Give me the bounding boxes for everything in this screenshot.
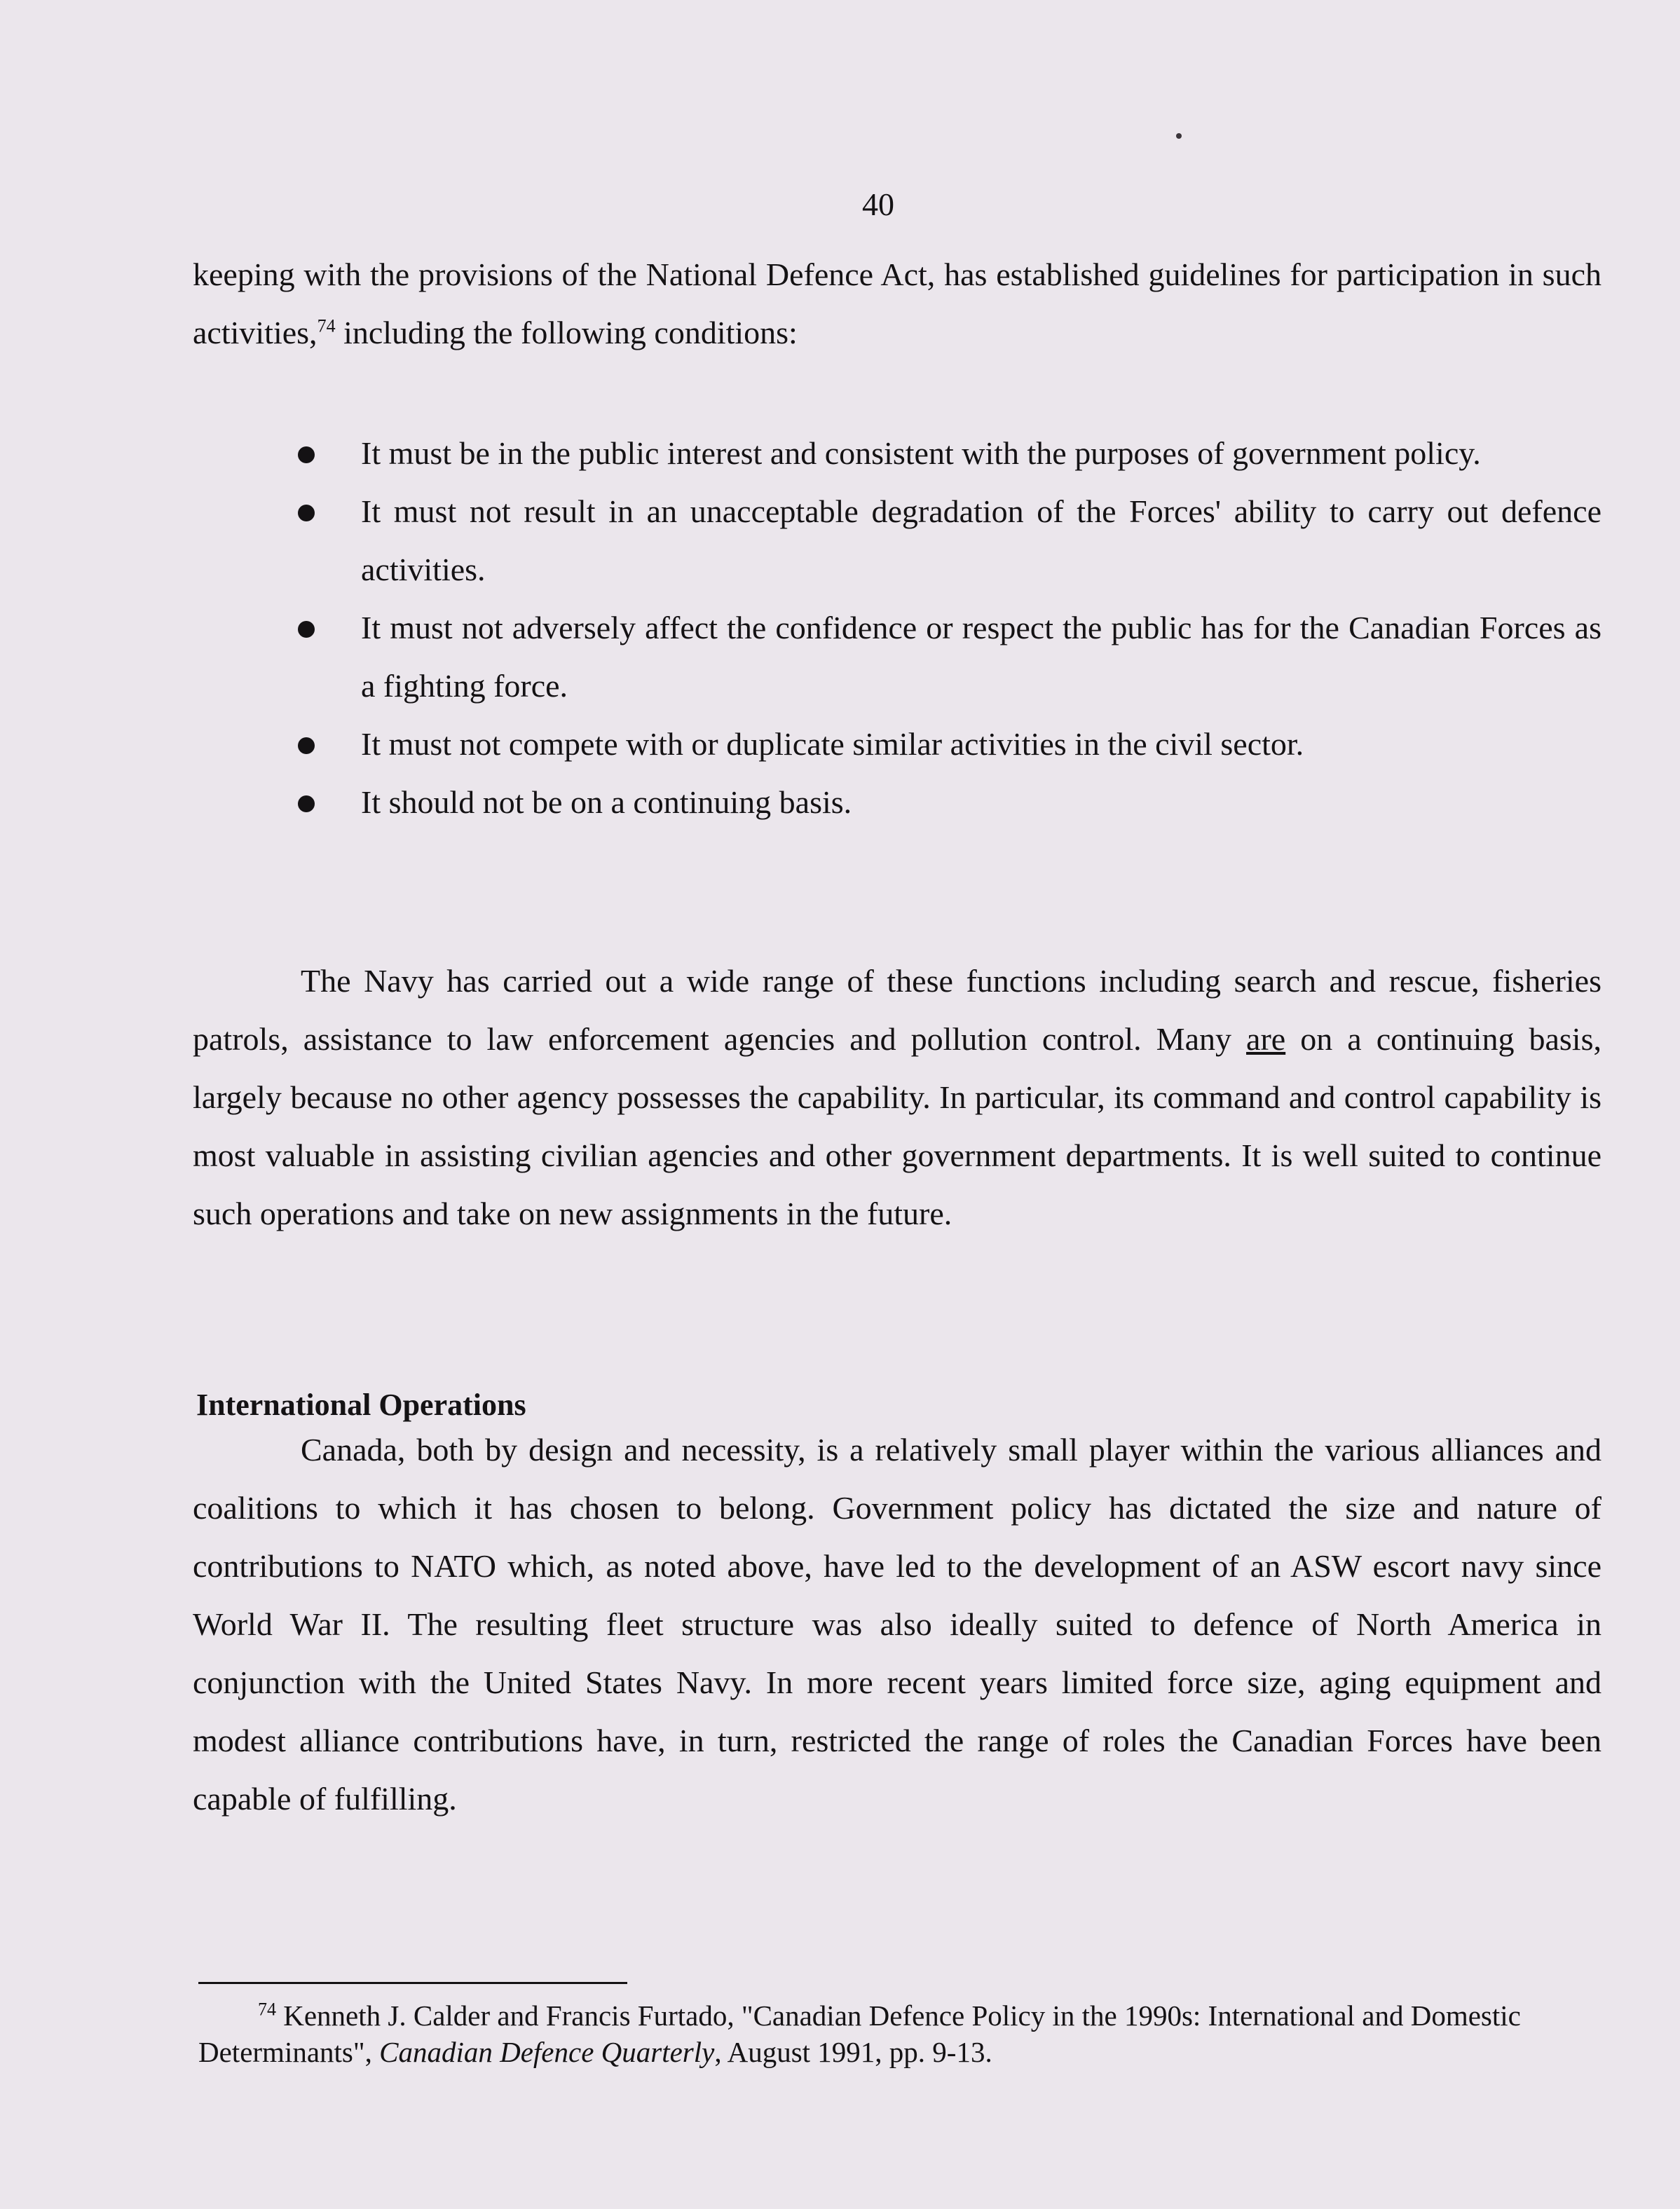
bullet-icon [298, 446, 315, 463]
bullet-icon [298, 621, 315, 638]
page-number: 40 [862, 186, 894, 222]
footnote-reference: 74 [317, 315, 336, 336]
bullet-icon [298, 737, 315, 754]
bullet-icon [298, 505, 315, 521]
footnote-journal-title: Canadian Defence Quarterly [379, 2036, 715, 2068]
condition-text: It must not adversely affect the confidence or respect the public has for the Canadian Forces as a fighting force. [361, 610, 1602, 704]
navy-text-end: on a continuing basis, largely because no other agency possesses the capability. In particular, its command and control capability is most valuable in assisting civilian agencies and other government departments. It is well suited to continue such operations and take on new assignments in the future. [193, 1021, 1602, 1231]
condition-item [193, 482, 1602, 599]
condition-item [193, 773, 1602, 831]
navy-paragraph [193, 952, 1602, 1243]
footnote-divider [198, 1982, 627, 1984]
footnote-number: 74 [258, 1999, 276, 2020]
paper-speck [1176, 133, 1182, 139]
footnote [198, 1997, 1607, 2070]
footnote-text-end: , August 1991, pp. 9-13. [714, 2036, 992, 2068]
intro-text-end: including the following conditions: [335, 315, 798, 350]
condition-text: It should not be on a continuing basis. [361, 784, 852, 820]
condition-item [193, 424, 1602, 482]
conditions-list [193, 424, 1602, 831]
intro-paragraph [193, 245, 1602, 362]
navy-text: The Navy has carried out a wide range of these functions including search and rescue, fisheries patrols, assistance to law enforcement agencies and pollution control. Many [193, 963, 1602, 1057]
international-paragraph: Canada, both by design and necessity, is a relatively small player within the various alliances and coalitions to which it has chosen to belong. Government policy has dictated the size and nature of contributions to NATO which, as noted above, have led to the development of an ASW escort navy since World War II. The resulting fleet structure was also ideally suited to defence of North America in conjunction with the United States Navy. In more recent years limited force size, aging equipment and modest alliance contributions have, in turn, restricted the range of roles the Canadian Forces have been capable of fulfilling. [193, 1432, 1602, 1817]
section-heading: International Operations [196, 1388, 526, 1422]
underlined-word: are [1246, 1021, 1286, 1057]
bullet-icon [298, 795, 315, 812]
condition-text: It must be in the public interest and consistent with the purposes of government policy. [361, 435, 1481, 471]
condition-text: It must not result in an unacceptable degradation of the Forces' ability to carry out defence activities. [361, 493, 1602, 587]
footnote-text: Kenneth J. Calder and Francis Furtado, "Canadian Defence Policy in the 1990s: International and Domestic Determinants", [198, 1999, 1521, 2068]
condition-text: It must not compete with or duplicate similar activities in the civil sector. [361, 726, 1304, 762]
condition-item [193, 715, 1602, 773]
condition-item [193, 599, 1602, 715]
intro-text: keeping with the provisions of the National Defence Act, has established guidelines for participation in such activities, [193, 257, 1602, 350]
